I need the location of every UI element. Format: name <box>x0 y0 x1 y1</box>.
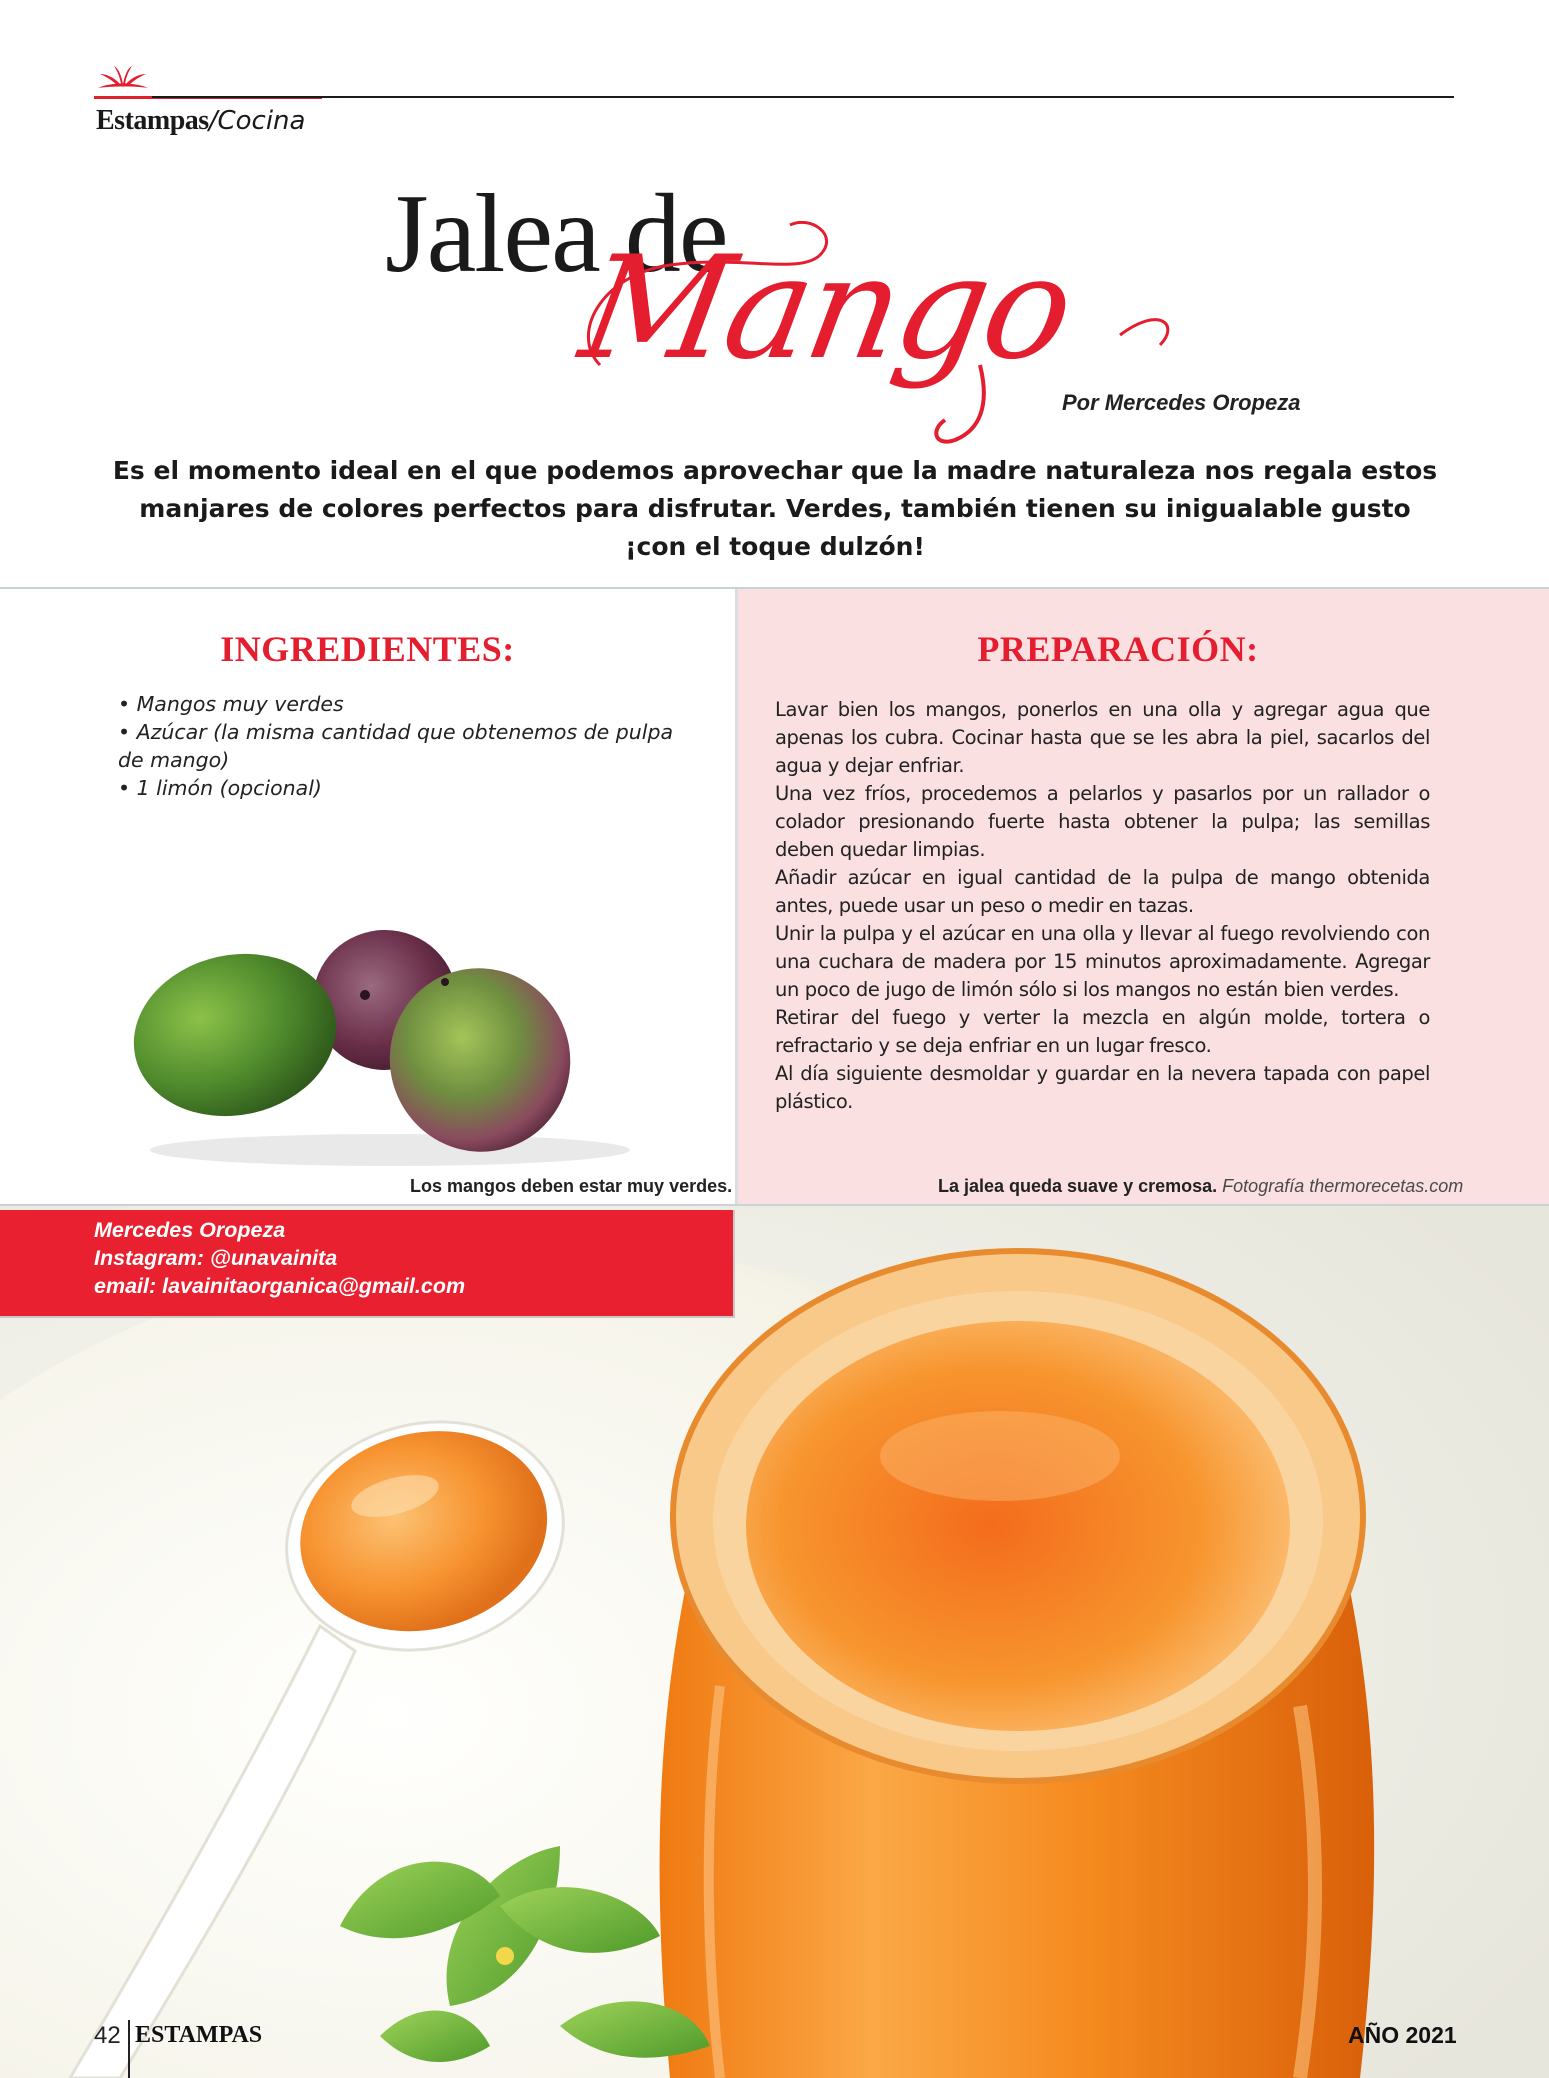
panel-divider <box>735 589 738 1204</box>
preparation-step: Al día siguiente desmoldar y guardar en la nevera tapada con papel plástico. <box>775 1062 1430 1113</box>
ingredients-list <box>118 690 678 802</box>
mango-jelly-photo <box>0 1206 1549 2078</box>
author-name: Mercedes Oropeza <box>94 1218 286 1242</box>
list-item: • Azúcar (la misma cantidad que obtenemos de pulpa de mango) <box>118 718 678 774</box>
footer-rule <box>128 2020 130 2078</box>
preparation-step: Añadir azúcar en igual cantidad de la pulpa de mango obtenida antes, puede usar un peso o medir en tazas. <box>775 866 1430 917</box>
photo-credit: Fotografía thermorecetas.com <box>1222 1176 1464 1196</box>
preparation-step: Una vez fríos, procedemos a pelarlos y pasarlos por un rallador o colador presionando fuerte hasta obtener la pulpa; las semillas deben quedar limpias. <box>775 782 1430 861</box>
preparation-step: Unir la pulpa y el azúcar en una olla y llevar al fuego revolviendo con una cuchara de madera por 15 minutos aproximadamente. Agregar un poco de jugo de limón sólo si los mangos no están bien verdes. <box>775 922 1430 1001</box>
intro-paragraph: Es el momento ideal en el que podemos aprovechar que la madre naturaleza nos regala estos manjares de colores perfectos para disfrutar. Verdes, también tienen su inigualable gusto ¡con el toque dulzón! <box>112 456 1438 561</box>
section-label <box>96 104 305 137</box>
list-item: • 1 limón (opcional) <box>118 774 678 802</box>
preparation-text <box>775 696 1430 1116</box>
estampas-logo-icon <box>94 64 152 96</box>
section-name: Cocina <box>217 106 306 136</box>
jelly-caption-text: La jalea queda suave y cremosa. <box>938 1176 1218 1196</box>
jelly-caption <box>938 1176 1463 1197</box>
section-separator: / <box>208 106 218 136</box>
footer-year: AÑO 2021 <box>1348 2022 1457 2048</box>
author-instagram: Instagram: @unavainita <box>94 1246 338 1270</box>
page-number: 42 <box>94 2022 121 2049</box>
preparation-heading: PREPARACIÓN: <box>977 629 1259 669</box>
preparation-step: Retirar del fuego y verter la mezcla en algún molde, tortera o refractario y se deja enfriar en un lugar fresco. <box>775 1006 1430 1057</box>
mangoes-caption: Los mangos deben estar muy verdes. <box>410 1176 733 1196</box>
title-line-2: Mango <box>570 226 1083 391</box>
preparation-step: Lavar bien los mangos, ponerlos en una olla y agregar agua que apenas los cubra. Cocinar hasta que se les abra la piel, sacarlos del agua y dejar enfriar. <box>775 698 1430 777</box>
mangoes-image <box>120 910 640 1170</box>
list-item: • Mangos muy verdes <box>118 690 678 718</box>
author-email: email: lavainitaorganica@gmail.com <box>94 1274 466 1298</box>
byline: Por Mercedes Oropeza <box>1062 390 1301 415</box>
section-brand: Estampas <box>96 105 209 136</box>
ingredients-heading: INGREDIENTES: <box>220 629 515 669</box>
header-rule <box>152 96 1454 98</box>
title-line-1: Jalea de <box>385 172 727 296</box>
footer-magazine: ESTAMPAS <box>135 2022 263 2048</box>
